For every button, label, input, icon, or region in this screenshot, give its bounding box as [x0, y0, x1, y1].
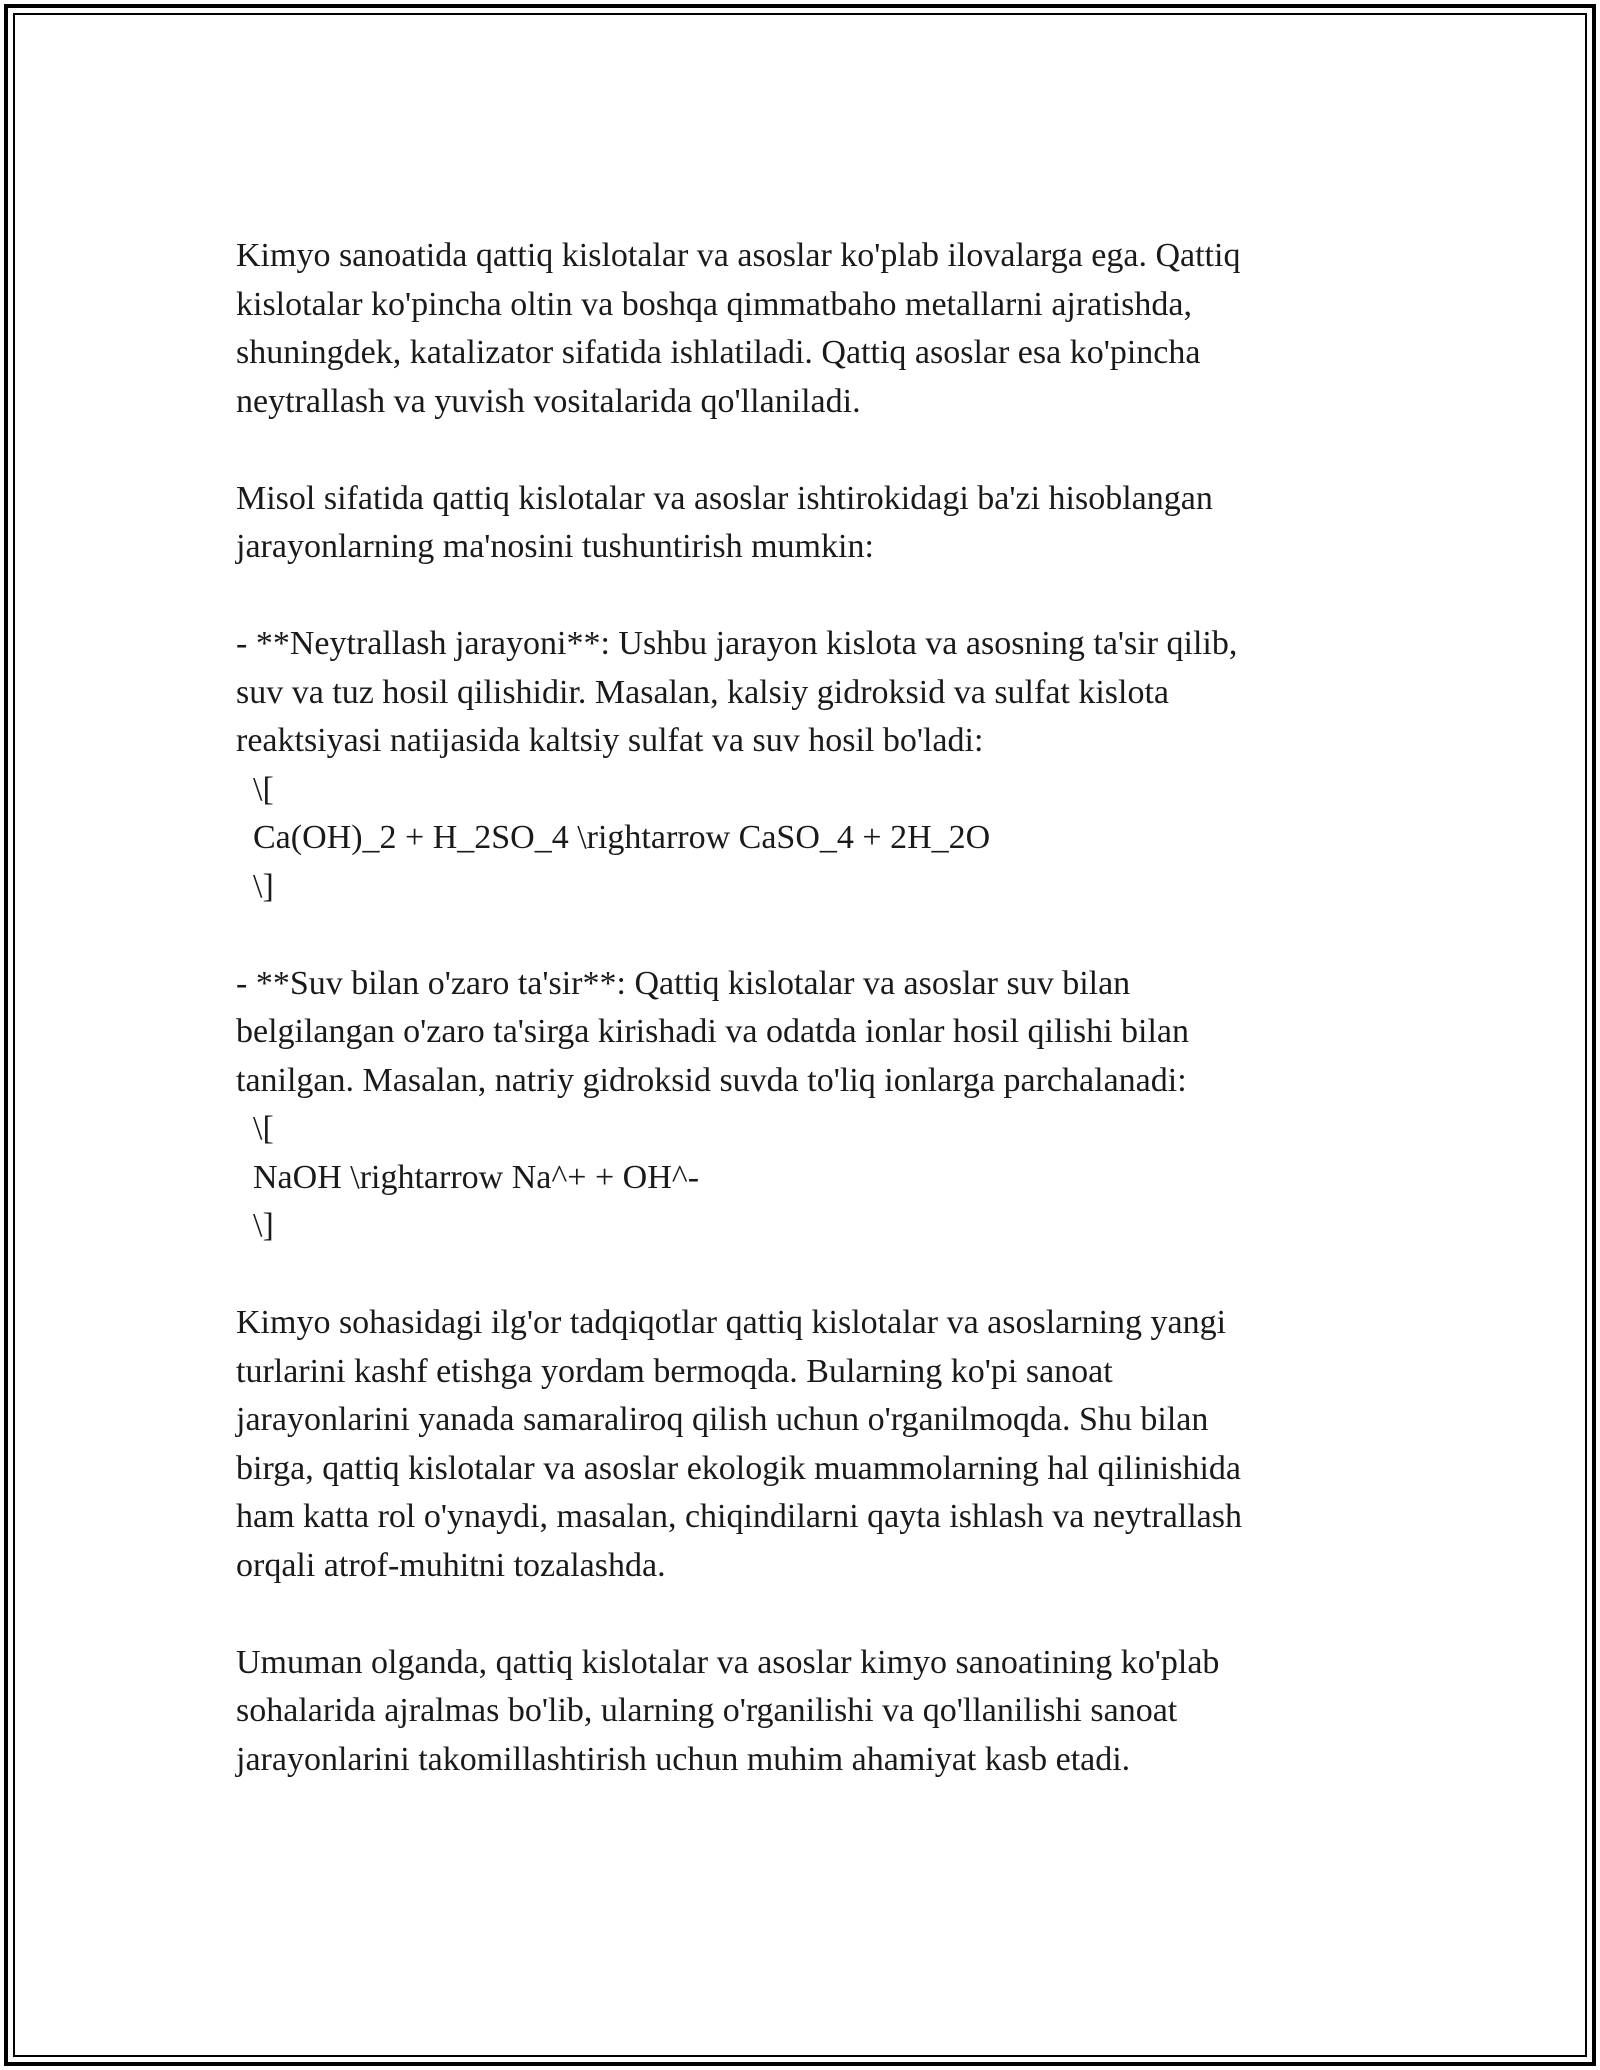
paragraph	[236, 475, 1366, 572]
text-line: jarayonlarning ma'nosini tushuntirish mumkin:	[236, 528, 874, 565]
text-line: - **Neytrallash jarayoni**: Ushbu jarayon kislota va asosning ta'sir qilib,	[236, 625, 1238, 662]
formula-line: NaOH \rightarrow Na^+ + OH^-	[253, 1158, 700, 1196]
text-line: sohalarida ajralmas bo'lib, ularning o'rganilishi va qo'llanilishi sanoat	[236, 1692, 1178, 1729]
list-item	[236, 960, 1366, 1251]
text-line: turlarini kashf etishga yordam bermoqda. Bularning ko'pi sanoat	[236, 1352, 1113, 1390]
text-line: suv va tuz hosil qilishidir. Masalan, kalsiy gidroksid va sulfat kislota	[236, 673, 1170, 711]
paragraph-spacer	[236, 426, 1366, 475]
paragraph	[236, 1639, 1366, 1785]
formula-block	[236, 1105, 1366, 1251]
formula-line: \[	[253, 770, 274, 808]
text-line: jarayonlarini takomillashtirish uchun muhim ahamiyat kasb etadi.	[236, 1740, 1131, 1778]
text-line: orqali atrof-muhitni tozalashda.	[236, 1546, 666, 1584]
text-line: Kimyo sohasidagi ilg'or tadqiqotlar qattiq kislotalar va asoslarning yangi	[236, 1304, 1227, 1341]
paragraph-spacer	[236, 572, 1366, 621]
formula-line: \]	[253, 1207, 274, 1244]
text-line: jarayonlarini yanada samaraliroq qilish uchun o'rganilmoqda. Shu bilan	[236, 1401, 1209, 1438]
text-line: kislotalar ko'pincha oltin va boshqa qimmatbaho metallarni ajratishda,	[236, 285, 1192, 323]
list-item	[236, 620, 1366, 911]
document-body	[236, 232, 1366, 1784]
text-line: reaktsiyasi natijasida kaltsiy sulfat va suv hosil bo'ladi:	[236, 722, 984, 759]
formula-line: \[	[253, 1110, 274, 1147]
text-line: birga, qattiq kislotalar va asoslar ekologik muammolarning hal qilinishida	[236, 1449, 1242, 1487]
text-line: Misol sifatida qattiq kislotalar va asoslar ishtirokidagi ba'zi hisoblangan	[236, 479, 1213, 517]
text-line: - **Suv bilan o'zaro ta'sir**: Qattiq kislotalar va asoslar suv bilan	[236, 964, 1131, 1002]
text-line: belgilangan o'zaro ta'sirga kirishadi va odatda ionlar hosil qilishi bilan	[236, 1013, 1190, 1050]
text-line: Umuman olganda, qattiq kislotalar va asoslar kimyo sanoatining ko'plab	[236, 1643, 1220, 1681]
text-line: neytrallash va yuvish vositalarida qo'llaniladi.	[236, 382, 861, 420]
text-line: tanilgan. Masalan, natriy gidroksid suvda to'liq ionlarga parchalanadi:	[236, 1061, 1187, 1099]
formula-line: \]	[253, 867, 274, 905]
text-line: shuningdek, katalizator sifatida ishlatiladi. Qattiq asoslar esa ko'pincha	[236, 334, 1201, 371]
text-line: Kimyo sanoatida qattiq kislotalar va asoslar ko'plab ilovalarga ega. Qattiq	[236, 237, 1241, 274]
paragraph	[236, 1299, 1366, 1590]
formula-block	[236, 766, 1366, 912]
paragraph-spacer	[236, 1251, 1366, 1300]
formula-line: Ca(OH)_2 + H_2SO_4 \rightarrow CaSO_4 + 2H_2O	[253, 819, 991, 856]
text-line: ham katta rol o'ynaydi, masalan, chiqindilarni qayta ishlash va neytrallash	[236, 1498, 1243, 1535]
paragraph	[236, 232, 1366, 426]
paragraph-spacer	[236, 1590, 1366, 1639]
paragraph-spacer	[236, 911, 1366, 960]
